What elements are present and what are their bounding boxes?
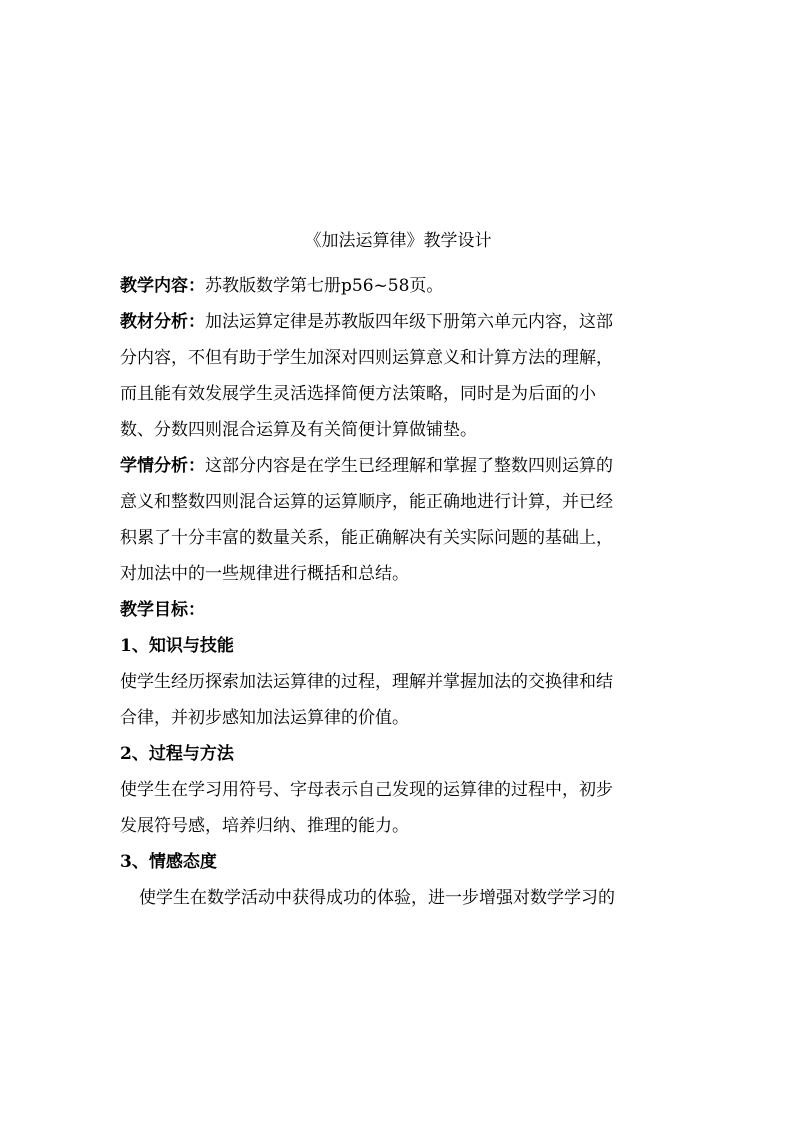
material-analysis-line: 数、分数四则混合运算及有关简便计算做铺垫。 (120, 420, 477, 440)
material-analysis-text: 加法运算定律是苏教版四年级下册第六单元内容，这部 (205, 312, 613, 332)
goal-2-line: 发展符号感，培养归纳、推理的能力。 (120, 816, 409, 836)
goal-2-paragraph (120, 772, 676, 844)
material-analysis-line: 而且能有效发展学生灵活选择简便方法策略，同时是为后面的小 (120, 384, 596, 404)
teaching-content-paragraph (120, 268, 676, 304)
goal-1-heading: 1、知识与技能 (120, 636, 234, 656)
learner-analysis-line: 积累了十分丰富的数量关系，能正确解决有关实际问题的基础上， (120, 528, 613, 548)
goal-2-line: 使学生在学习用符号、字母表示自己发现的运算律的过程中，初步 (120, 780, 613, 800)
material-analysis-line: 分内容，不但有助于学生加深对四则运算意义和计算方法的理解， (120, 348, 613, 368)
teaching-goals-heading: 教学目标： (120, 600, 205, 620)
learner-analysis-paragraph (120, 448, 676, 592)
document-body (120, 226, 676, 916)
learner-analysis-line: 对加法中的一些规律进行概括和总结。 (120, 564, 409, 584)
material-analysis-paragraph (120, 304, 676, 448)
goal-1-paragraph (120, 664, 676, 736)
document-title: 《加法运算律》教学设计 (304, 231, 492, 251)
learner-analysis-label: 学情分析： (120, 456, 205, 476)
goal-3-heading: 3、情感态度 (120, 852, 217, 872)
learner-analysis-text: 这部分内容是在学生已经理解和掌握了整数四则运算的 (205, 456, 613, 476)
goal-3-paragraph (120, 880, 676, 916)
teaching-content-text: 苏教版数学第七册p56~58页。 (205, 276, 444, 296)
goal-1-line: 使学生经历探索加法运算律的过程，理解并掌握加法的交换律和结 (120, 672, 613, 692)
goal-1-line: 合律，并初步感知加法运算律的价值。 (120, 708, 409, 728)
learner-analysis-line (120, 448, 676, 484)
goal-2-heading: 2、过程与方法 (120, 744, 234, 764)
material-analysis-label: 教材分析： (120, 312, 205, 332)
material-analysis-line (120, 304, 676, 340)
teaching-content-label: 教学内容： (120, 276, 205, 296)
goal-3-line: 使学生在数学活动中获得成功的体验，进一步增强对数学学习的 (139, 888, 615, 908)
learner-analysis-line: 意义和整数四则混合运算的运算顺序，能正确地进行计算，并已经 (120, 492, 613, 512)
